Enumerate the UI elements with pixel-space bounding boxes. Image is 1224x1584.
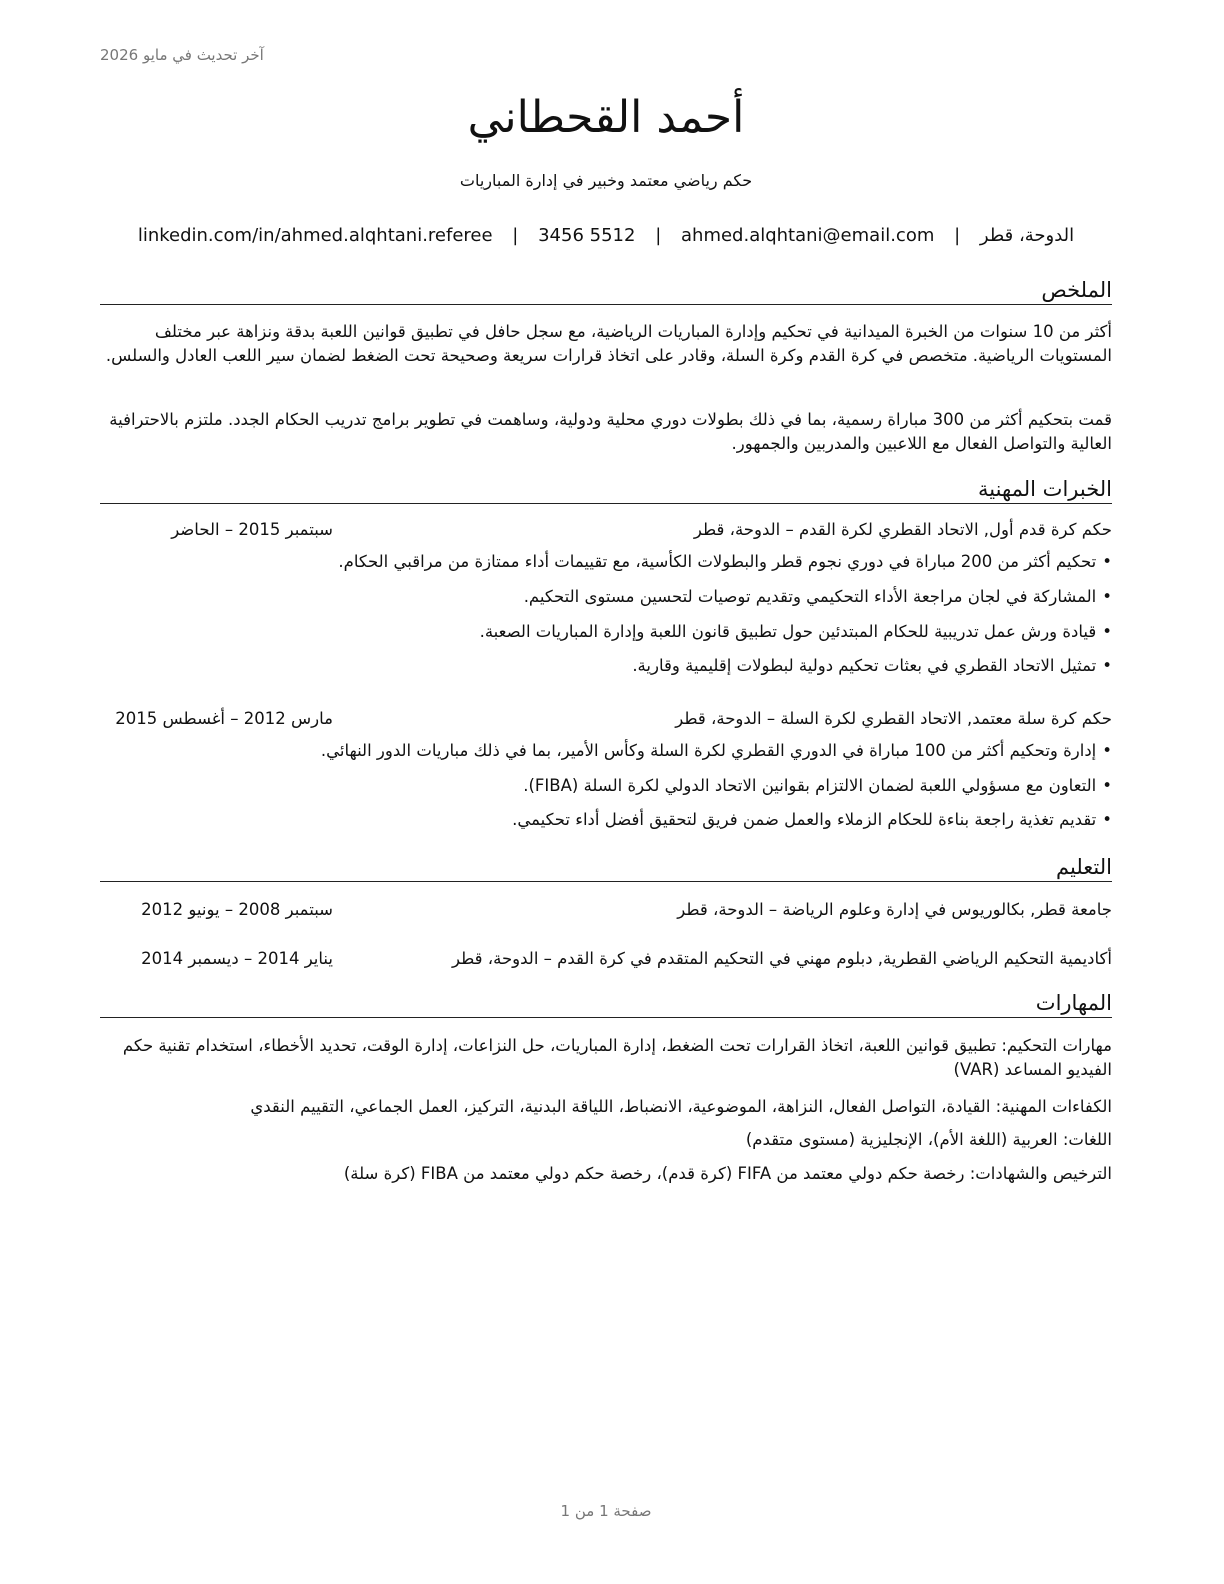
section-title-summary: الملخص	[100, 276, 1112, 305]
job-bullet: •تقديم تغذية راجعة بناءة للحكام الزملاء والعمل ضمن فريق لتحقيق أفضل أداء تحكيمي.	[512, 810, 1112, 829]
job-heading: حكم كرة قدم أول, الاتحاد القطري لكرة القدم – الدوحة، قطر	[693, 520, 1112, 539]
job-bullet: •تمثيل الاتحاد القطري في بعثات تحكيم دولية لبطولات إقليمية وقارية.	[632, 656, 1112, 675]
job-bullet: •المشاركة في لجان مراجعة الأداء التحكيمي وتقديم توصيات لتحسين مستوى التحكيم.	[523, 587, 1112, 606]
job-dates: سبتمبر 2015 – الحاضر	[171, 520, 333, 539]
job-dates: مارس 2012 – أغسطس 2015	[115, 709, 333, 728]
last-updated-note: آخر تحديث في مايو 2026	[100, 46, 264, 64]
section-title-experience: الخبرات المهنية	[100, 475, 1112, 504]
job-bullet: •إدارة وتحكيم أكثر من 100 مباراة في الدوري القطري لكرة السلة وكأس الأمير، بما في ذلك مباريات الدور النهائي.	[320, 741, 1112, 760]
section-title-education: التعليم	[100, 853, 1112, 882]
summary-paragraph-1: أكثر من 10 سنوات من الخبرة الميدانية في تحكيم وإدارة المباريات الرياضية، مع سجل حافل في تطبيق قوانين اللعبة بدقة ونزاهة عبر مختلف المستويات الرياضية. متخصص في كرة القدم وكرة السلة، وقادر على اتخاذ قرارات سريعة وصحيحة تحت الضغط لضمان سير اللعب العادل والسلس.	[105, 322, 1112, 365]
skills-line: الترخيص والشهادات: رخصة حكم دولي معتمد من FIFA (كرة قدم)، رخصة حكم دولي معتمد من FIBA (كرة سلة)	[343, 1164, 1112, 1183]
section-title-skills: المهارات	[100, 989, 1112, 1018]
job-bullet: •تحكيم أكثر من 200 مباراة في دوري نجوم قطر والبطولات الكأسية، مع تقييمات أداء ممتازة من مراقبي الحكام.	[338, 552, 1112, 571]
skills-line: مهارات التحكيم: تطبيق قوانين اللعبة، اتخاذ القرارات تحت الضغط، إدارة المباريات، حل النزاعات، إدارة الوقت، تحديد الأخطاء، استخدام تقنية حكم الفيديو المساعد (VAR)	[122, 1036, 1112, 1079]
summary-paragraph-2: قمت بتحكيم أكثر من 300 مباراة رسمية، بما في ذلك بطولات دوري محلية ودولية، وساهمت في تطوير برامج تدريب الحكام الجدد. ملتزم بالاحترافية العالية والتواصل الفعال مع اللاعبين والمدربين والجمهور.	[109, 410, 1112, 453]
contact-separator: |	[512, 225, 519, 246]
candidate-tagline: حكم رياضي معتمد وخبير في إدارة المباريات	[459, 171, 753, 190]
education-dates: سبتمبر 2008 – يونيو 2012	[141, 900, 333, 919]
job-bullet: •التعاون مع مسؤولي اللعبة لضمان الالتزام بقوانين الاتحاد الدولي لكرة السلة (FIBA).	[523, 776, 1112, 795]
education-heading: جامعة قطر, بكالوريوس في إدارة وعلوم الرياضة – الدوحة، قطر	[677, 900, 1112, 919]
job-heading: حكم كرة سلة معتمد, الاتحاد القطري لكرة السلة – الدوحة، قطر	[675, 709, 1112, 728]
education-heading: أكاديمية التحكيم الرياضي القطرية, دبلوم مهني في التحكيم المتقدم في كرة القدم – الدوحة، قطر	[452, 949, 1112, 968]
skills-line: اللغات: العربية (اللغة الأم)، الإنجليزية (مستوى متقدم)	[745, 1130, 1112, 1149]
contact-line	[100, 222, 1112, 250]
contact-location: الدوحة، قطر	[979, 225, 1075, 246]
skills-line: الكفاءات المهنية: القيادة، التواصل الفعال، النزاهة، الموضوعية، الانضباط، اللياقة البدنية، التركيز، العمل الجماعي، التقييم النقدي	[250, 1097, 1112, 1116]
contact-email[interactable]: ahmed.alqhtani@email.com	[681, 225, 935, 246]
candidate-name: أحمد القحطاني	[467, 92, 745, 143]
contact-linkedin[interactable]: linkedin.com/in/ahmed.alqhtani.referee	[137, 225, 493, 246]
contact-phone[interactable]: 3456 5512	[538, 225, 636, 246]
resume-page	[100, 0, 1112, 1584]
page-number-footer: صفحة 1 من 1	[560, 1502, 652, 1520]
contact-separator: |	[655, 225, 662, 246]
contact-separator: |	[954, 225, 961, 246]
job-bullet: •قيادة ورش عمل تدريبية للحكام المبتدئين حول تطبيق قانون اللعبة وإدارة المباريات الصعبة.	[479, 622, 1112, 641]
education-dates: يناير 2014 – ديسمبر 2014	[141, 949, 333, 968]
